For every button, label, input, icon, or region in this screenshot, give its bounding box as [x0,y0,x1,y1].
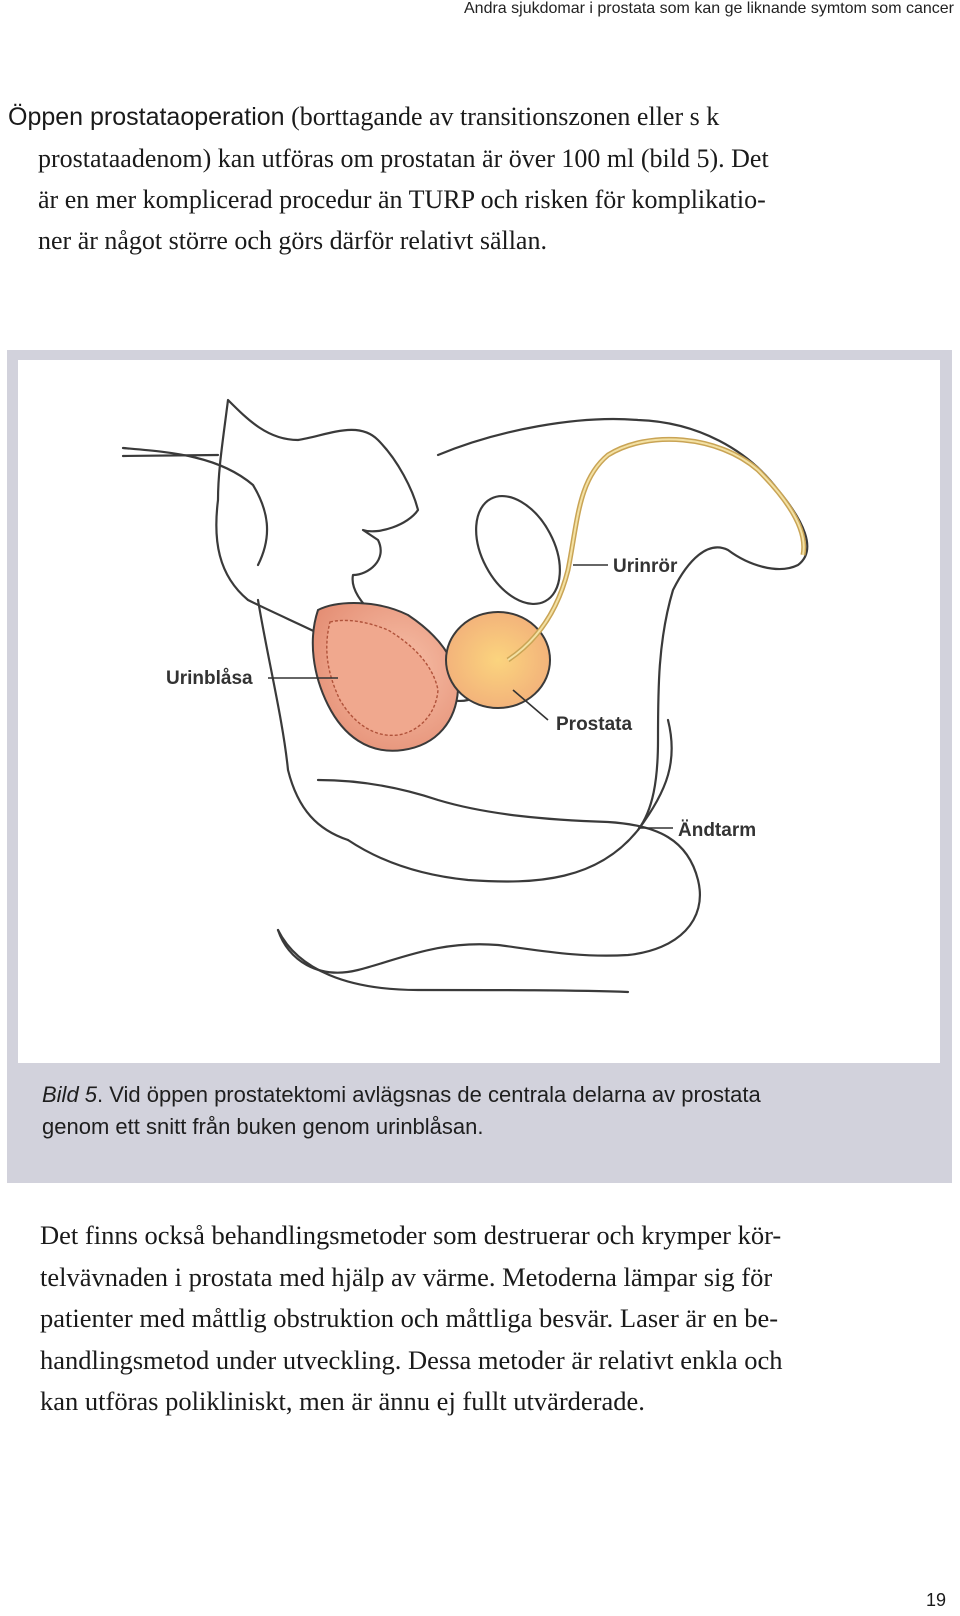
prostate [446,612,550,708]
label-andtarm: Ändtarm [678,820,757,841]
caption-line-1 [42,1079,942,1111]
running-header: Andra sjukdomar i prostata som kan ge liknande symtom som cancer [464,0,954,17]
intro-line-1-rest: (borttagande av transitionszonen eller s k [284,102,720,131]
body-paragraph [40,1215,955,1423]
body-line: Det finns också behandlingsmetoder som destruerar och krymper kör- [40,1220,782,1250]
abdominal-wall [123,448,267,565]
figure-illustration [18,360,940,1063]
intro-lead: Öppen prostataoperation [8,103,285,131]
intro-paragraph [8,96,948,261]
label-prostata: Prostata [556,714,633,735]
label-urinror: Urinrör [613,556,678,577]
figure-frame [7,350,952,1183]
caption-line-1-rest: . Vid öppen prostatektomi avlägsnas de centrala delarna av prostata [97,1082,761,1107]
intro-line-3: är en mer komplicerad procedur än TURP och risken för komplikatio- [38,185,766,214]
label-urinblasa: Urinblåsa [166,668,253,689]
page-number: 19 [925,1590,946,1610]
anatomy-diagram [18,360,940,1063]
urethra-catheter-inner [508,439,804,660]
intro-line-1 [8,96,948,138]
intro-line-4: ner är något större och görs därför relativt sällan. [38,226,547,255]
body-line: patienter med måttlig obstruktion och måttliga besvär. Laser är en be- [40,1303,779,1333]
abdominal-inner [123,455,218,456]
caption-label: Bild 5 [42,1082,98,1107]
gluteal-line [278,930,628,992]
body-line: handlingsmetod under utveckling. Dessa metoder är relativt enkla och [40,1344,783,1375]
body-line: telvävnaden i prostata med hjälp av värme. Metoderna lämpar sig för [40,1261,773,1292]
body-line: kan utföras polikliniskt, men är ännu ej fullt utvärderade. [40,1386,645,1416]
intro-line-2: prostataadenom) kan utföras om prostatan är över 100 ml (bild 5). Det [38,144,769,173]
caption-line-2: genom ett snitt från buken genom urinblåsan. [42,1114,484,1139]
back-outline [278,780,700,973]
figure-caption [42,1079,942,1143]
